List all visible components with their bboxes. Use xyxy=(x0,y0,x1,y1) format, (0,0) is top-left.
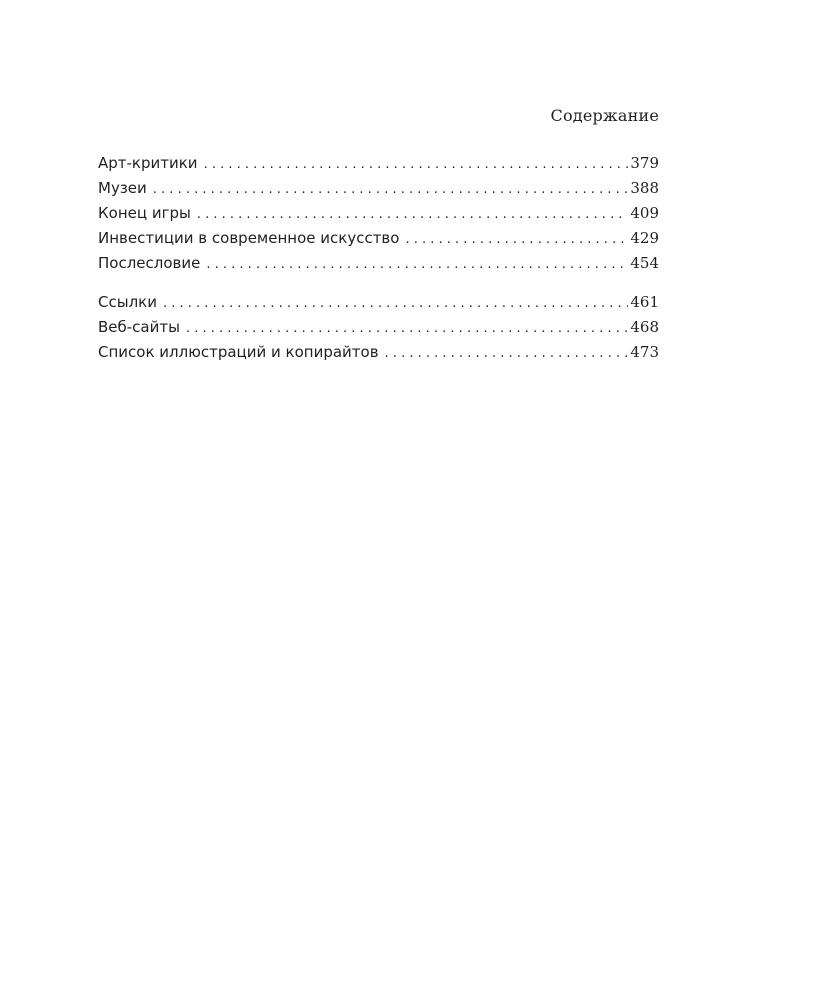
toc-dot-leader xyxy=(206,252,628,277)
toc-entry xyxy=(98,151,659,176)
toc-entry xyxy=(98,226,659,251)
toc-dot-leader xyxy=(163,291,628,316)
toc-group xyxy=(98,151,659,276)
toc-entry-title: Список иллюстраций и копирайтов xyxy=(98,343,379,361)
running-head: Содержание xyxy=(550,106,659,125)
toc-dot-leader xyxy=(204,152,629,177)
toc-entry-page: 388 xyxy=(630,179,659,197)
toc-entry-title: Веб-сайты xyxy=(98,318,180,336)
toc-entry xyxy=(98,340,659,365)
toc-entry-page: 379 xyxy=(630,154,659,172)
toc-entry-page: 429 xyxy=(630,229,659,247)
toc-dot-leader xyxy=(405,227,628,252)
toc-dot-leader xyxy=(153,177,629,202)
toc-entry-title: Конец игры xyxy=(98,204,191,222)
toc-entry-title: Инвестиции в современное искусство xyxy=(98,229,400,247)
toc-entry-title: Музеи xyxy=(98,179,147,197)
toc-entry-title: Послесловие xyxy=(98,254,201,272)
toc-dot-leader xyxy=(186,316,628,341)
toc-group xyxy=(98,290,659,365)
table-of-contents xyxy=(98,151,659,365)
toc-entry-title: Ссылки xyxy=(98,293,157,311)
toc-entry xyxy=(98,290,659,315)
toc-dot-leader xyxy=(385,341,629,366)
toc-entry-page: 454 xyxy=(630,254,659,272)
toc-entry-page: 461 xyxy=(630,293,659,311)
toc-entry xyxy=(98,251,659,276)
toc-dot-leader xyxy=(197,202,629,227)
toc-entry-page: 409 xyxy=(630,204,659,222)
toc-entry-page: 468 xyxy=(630,318,659,336)
toc-entry xyxy=(98,201,659,226)
toc-entry-title: Арт-критики xyxy=(98,154,198,172)
toc-entry-page: 473 xyxy=(630,343,659,361)
toc-entry xyxy=(98,176,659,201)
toc-entry xyxy=(98,315,659,340)
